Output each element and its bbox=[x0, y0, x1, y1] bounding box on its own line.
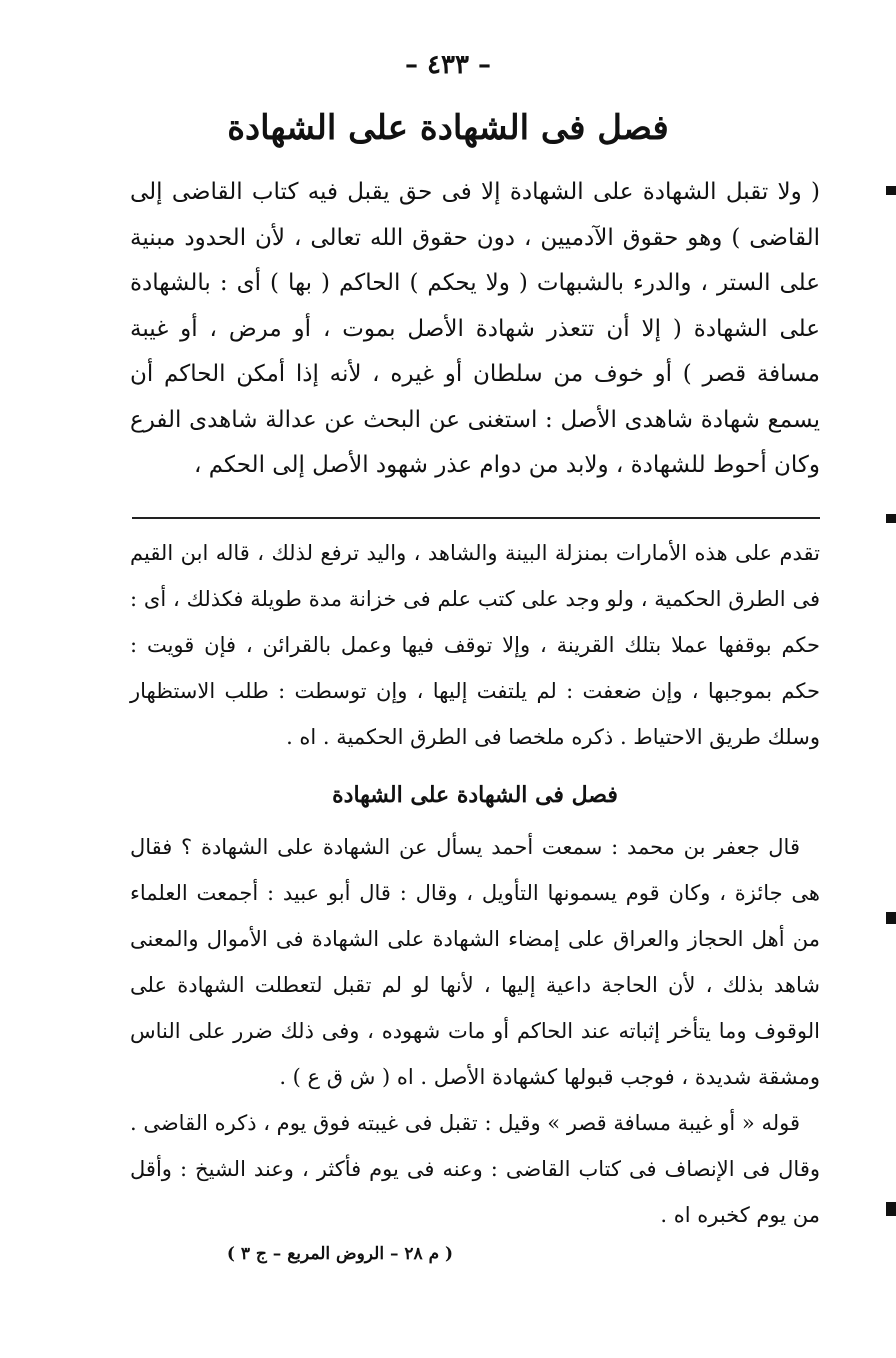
chapter-title: فصل فى الشهادة على الشهادة bbox=[227, 108, 669, 148]
footer-signature: ( م ٢٨ – الروض المربع – ج ٣ ) bbox=[226, 1244, 454, 1264]
main-text-paragraph: ( ولا تقبل الشهادة على الشهادة إلا فى حق يقبل فيه كتاب القاضى إلى القاضى ) وهو حقوق الآدميين ، دون حقوق الله تعالى ، لأن الحدود مبنية على الستر ، والدرء بالشبهات ( ولا يحكم ) الحاكم ( بها ) أى : بالشهادة على الشهادة ( إلا أن تتعذر شهادة الأصل بموت ، أو مرض ، أو غيبة مسافة قصر ) أو خوف من سلطان أو غيره ، لأنه إذا أمكن الحاكم أن يسمع شهادة شاهدى الأصل : استغنى عن البحث عن عدالة شاهدى الفرع وكان أحوط للشهادة ، ولابد من دوام عذر شهود الأصل إلى الحكم ، bbox=[130, 179, 820, 478]
page-number: – ٤٣٣ – bbox=[404, 50, 492, 80]
margin-mark bbox=[886, 186, 896, 195]
footnote-section-heading: فصل فى الشهادة على الشهادة bbox=[332, 782, 618, 808]
margin-mark bbox=[886, 912, 896, 924]
footnote-divider bbox=[132, 517, 820, 519]
margin-mark bbox=[886, 514, 896, 523]
gloss-footnote: قوله « أو غيبة مسافة قصر » وقيل : تقبل فى غيبته فوق يوم ، ذكره القاضى . وقال فى الإنصاف فى كتاب القاضى : وعنه فى يوم فأكثر ، وعند الشيخ : وأقل من يوم كخبره اه . bbox=[130, 1111, 820, 1227]
margin-mark bbox=[886, 1202, 896, 1216]
footnotes-section bbox=[130, 530, 820, 1238]
section-footnote: قال جعفر بن محمد : سمعت أحمد يسأل عن الشهادة على الشهادة ؟ فقال هى جائزة ، وكان قوم يسمونها التأويل ، وقال : قال أبو عبيد : أجمعت العلماء من أهل الحجاز والعراق على إمضاء الشهادة على الشهادة فى الأموال والمعنى شاهد بذلك ، لأن الحاجة داعية إليها ، لأنها لو لم تقبل لتعطلت الشهادة على الوقوف وما يتأخر إثباته عند الحاكم أو مات شهوده ، وفى ذلك ضرر على الناس ومشقة شديدة ، فوجب قبولها كشهادة الأصل . اه ( ش ق ع ) . bbox=[130, 835, 820, 1089]
continued-footnote: تقدم على هذه الأمارات بمنزلة البينة والشاهد ، واليد ترفع لذلك ، قاله ابن القيم فى الطرق الحكمية ، ولو وجد على كتب علم فى خزانة مدة طويلة فكذلك ، أى : حكم بوقفها عملا بتلك القرينة ، وإلا توقف فيها وعمل بالقرائن ، فإن قويت : حكم بموجبها ، وإن ضعفت : لم يلتفت إليها ، وإن توسطت : طلب الاستظهار وسلك طريق الاحتياط . ذكره ملخصا فى الطرق الحكمية . اه . bbox=[130, 541, 820, 749]
